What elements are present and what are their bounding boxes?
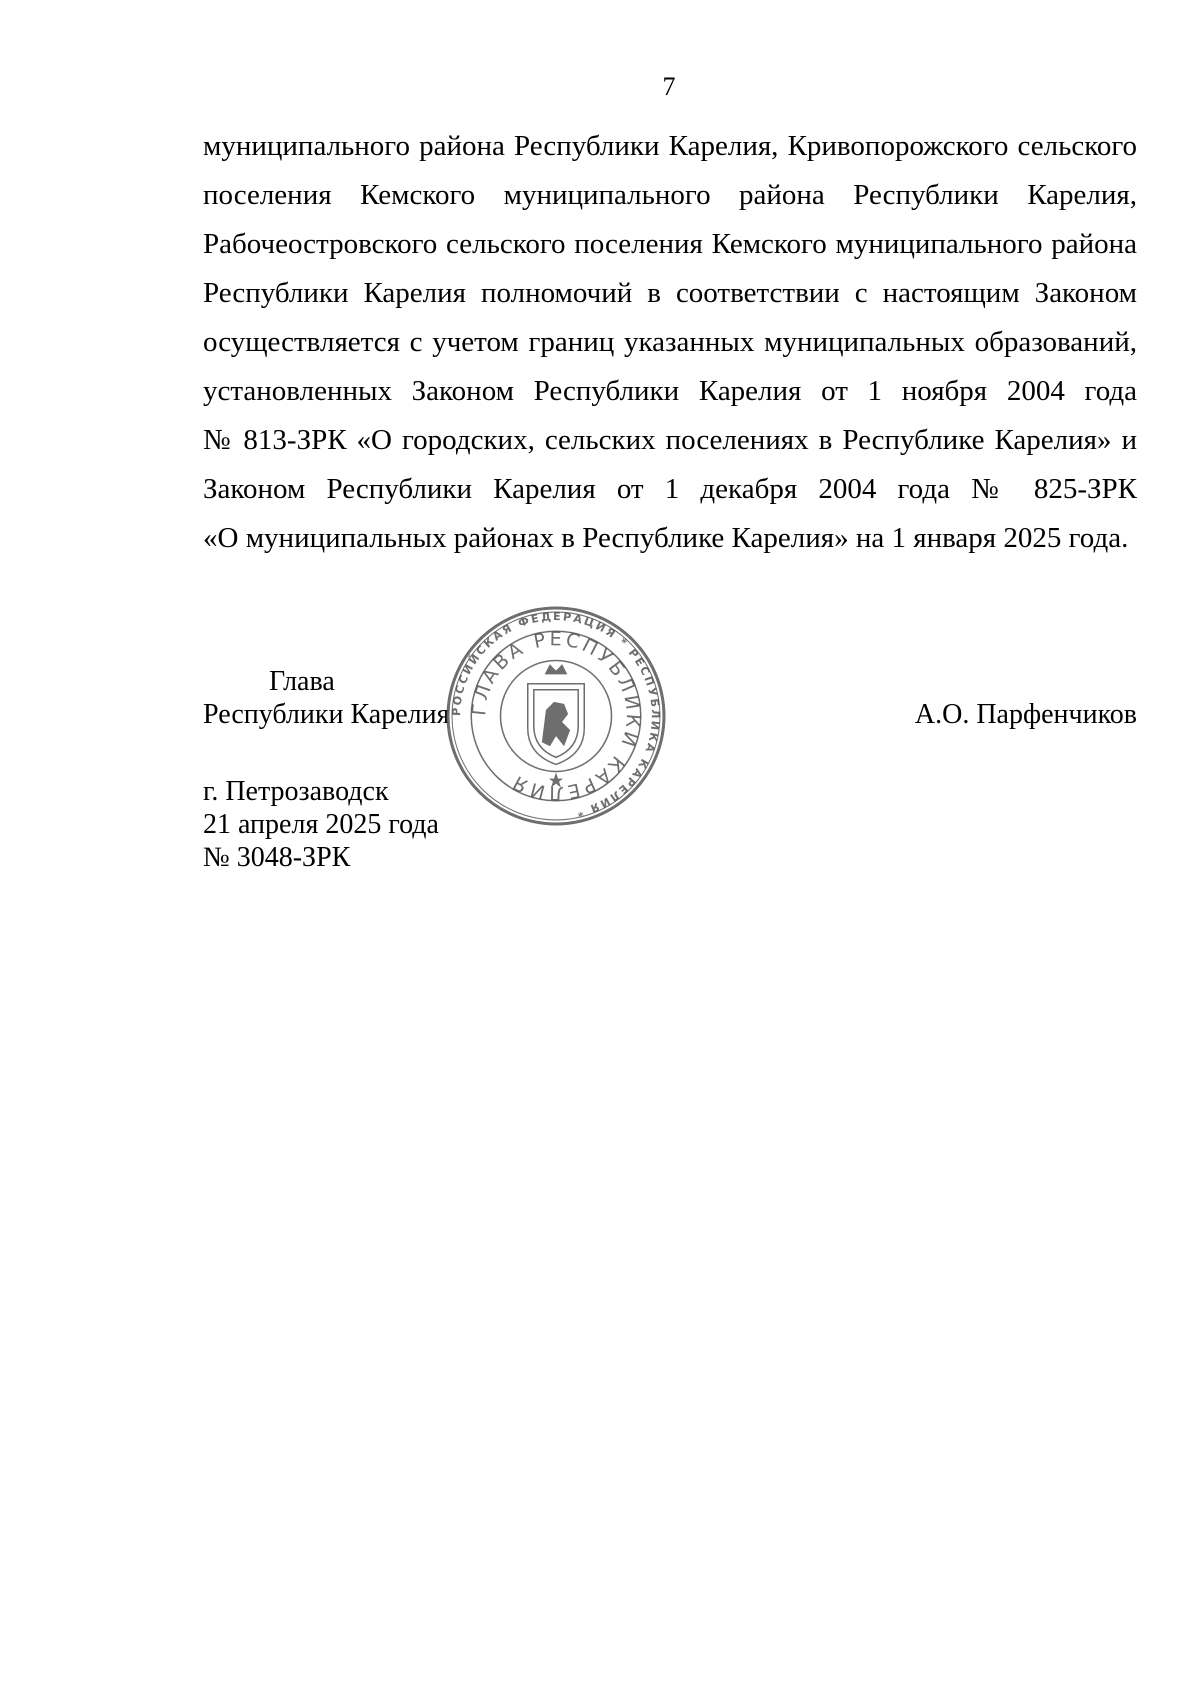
document-city: г. Петрозаводск [203, 776, 389, 807]
document-number: № 3048-ЗРК [203, 842, 351, 873]
signatory-title-region: Республики Карелия [203, 699, 450, 730]
body-line: поселения Кемского муниципального района Республики Карелия, [203, 179, 1137, 211]
signatory-name: А.О. Парфенчиков [914, 699, 1137, 730]
body-line: Республики Карелия полномочий в соответствии с настоящим Законом [203, 277, 1137, 309]
seal-inner-text: ГЛАВА РЕСПУБЛИКИ КАРЕЛИЯ [467, 627, 646, 805]
coat-of-arms-icon [528, 666, 585, 788]
body-paragraph [203, 122, 1137, 563]
document-info [203, 775, 439, 874]
signatory-position [203, 665, 449, 731]
body-line: № 813-ЗРК «О городских, сельских поселениях в Республике Карелия» и [203, 424, 1137, 456]
seal-outer-text: РОССИЙСКАЯ ФЕДЕРАЦИЯ * РЕСПУБЛИКА КАРЕЛИЯ * [450, 610, 662, 820]
body-line: Законом Республики Карелия от 1 декабря 2004 года № 825-ЗРК [203, 473, 1137, 505]
official-seal-icon [445, 605, 667, 827]
body-line: Рабочеостровского сельского поселения Кемского муниципального района [203, 228, 1137, 260]
page-number: 7 [662, 72, 676, 101]
body-line: установленных Законом Республики Карелия от 1 ноября 2004 года [203, 375, 1137, 407]
document-date: 21 апреля 2025 года [203, 809, 439, 840]
body-line: «О муниципальных районах в Республике Карелия» на 1 января 2025 года. [203, 522, 1129, 554]
body-line: осуществляется с учетом границ указанных муниципальных образований, [203, 326, 1137, 358]
body-line: муниципального района Республики Карелия, Кривопорожского сельского [203, 130, 1137, 162]
signatory-title: Глава [269, 666, 335, 697]
